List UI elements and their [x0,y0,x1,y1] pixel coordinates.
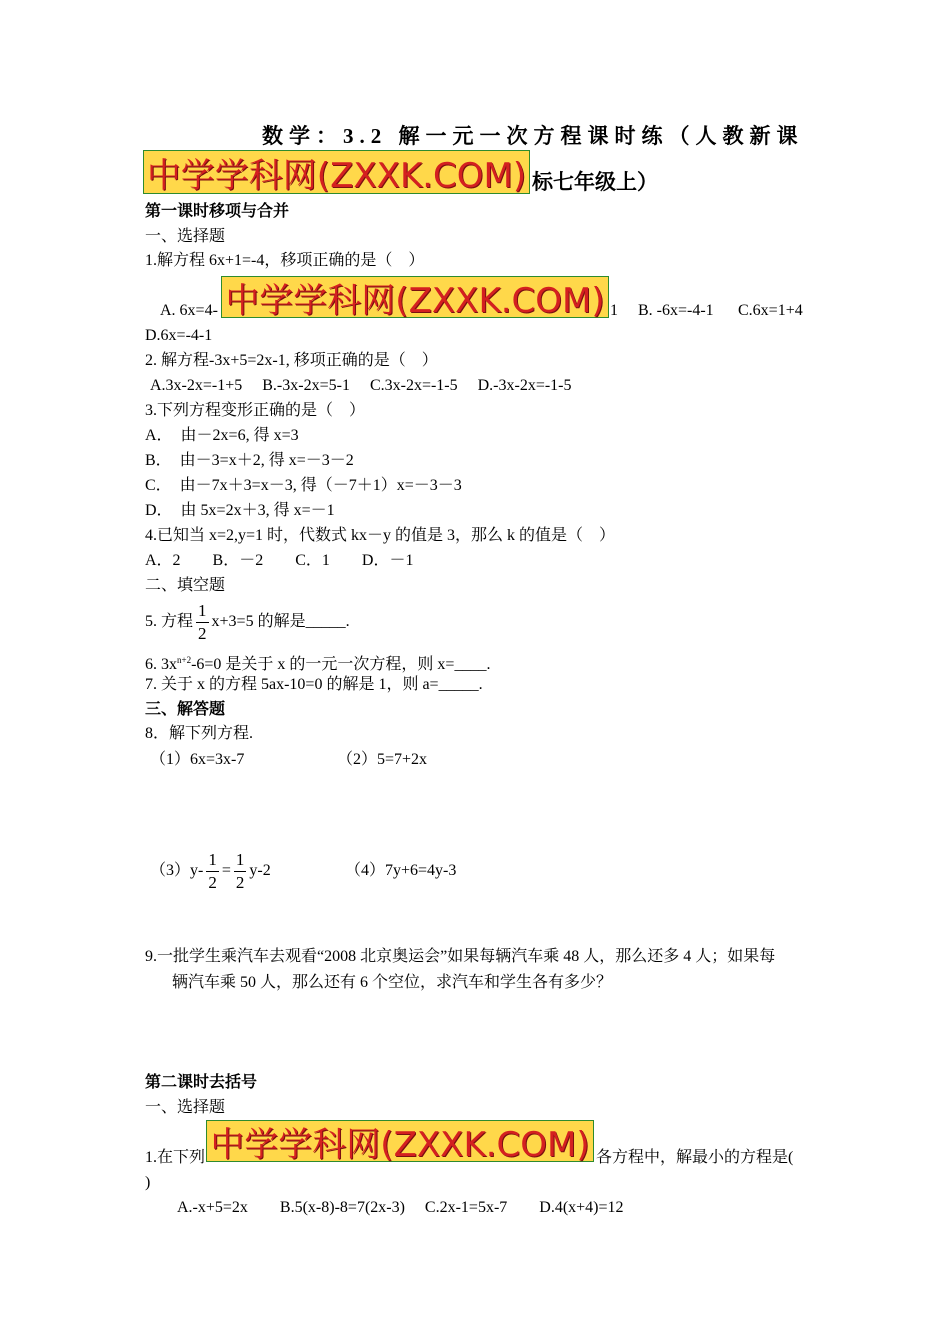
lesson1-q8-part4: （4）7y+6=4y-3 [345,862,457,879]
fraction-one-half [196,600,209,645]
lesson1-q4-options: A．2 B．－2 C．1 D．－1 [145,552,414,569]
title-line-1: 数学：3.2 解一元一次方程课时练（人教新课 [262,124,804,148]
lesson2-heading: 第二课时去括号 [145,1074,258,1091]
lesson1-q2: 2. 解方程-3x+5=2x-1, 移项正确的是（ ） [145,352,438,369]
q6-suffix: -6=0 是关于 x 的一元一次方程，则 x=____. [191,656,491,673]
lesson1-q7: 7. 关于 x 的方程 5ax-10=0 的解是 1，则 a=_____. [145,676,483,693]
lesson1-q8-part2: （2）5=7+2x [337,751,428,768]
lesson1-q9-line2: 辆汽车乘 50 人，那么还有 6 个空位，求汽车和学生各有多少？ [172,974,613,991]
watermark-logo: 中学学科网(ZXXK.COM) [143,150,530,194]
title-line-2: 标七年级上） [532,170,658,194]
fraction-numerator: 1 [234,849,247,872]
fraction-numerator: 1 [196,600,209,623]
lesson1-q8-part3 [150,848,271,894]
lesson1-section-solve: 三、解答题 [145,701,226,718]
lesson1-q3-option-b: B． 由－3=x＋2, 得 x=－3－2 [145,452,354,469]
lesson2-q1-start: 1.在下列 [145,1149,206,1166]
q8-3-suffix: y-2 [249,862,271,879]
lesson2-section-choice: 一、选择题 [145,1099,226,1116]
lesson1-q2-options: A.3x-2x=-1+5 B.-3x-2x=5-1 C.3x-2x=-1-5 D.-3x-2x=-1-5 [150,377,572,394]
fraction-numerator: 1 [206,849,219,872]
fraction-one-half [234,849,247,894]
fraction-denominator: 2 [208,872,217,892]
lesson1-q3: 3.下列方程变形正确的是（ ） [145,402,366,419]
lesson1-section-fill: 二、填空题 [145,577,226,594]
lesson1-q1-option-c: C.6x=1+4 [738,302,803,319]
lesson1-section-choice: 一、选择题 [145,228,226,245]
lesson1-q4: 4.已知当 x=2,y=1 时，代数式 kx－y 的值是 3，那么 k 的值是（ ） [145,527,616,544]
lesson1-q3-option-a: A． 由－2x=6, 得 x=3 [145,427,299,444]
lesson1-q1-option-b: B. -6x=-4-1 [638,302,714,319]
lesson1-q3-option-d: D． 由 5x=2x＋3, 得 x=－1 [145,502,335,519]
lesson2-q1-paren: ) [145,1174,151,1191]
q8-3-prefix: （3）y- [150,862,204,879]
lesson2-q1-options: A.-x+5=2x B.5(x-8)-8=7(2x-3) C.2x-1=5x-7 D.4(x+4)=12 [177,1199,624,1216]
lesson1-q9-line1: 9.一批学生乘汽车去观看“2008 北京奥运会”如果每辆汽车乘 48 人，那么还多 4 人；如果每 [145,948,776,965]
q5-prefix: 5. 方程 [145,613,194,630]
lesson1-q1-option-a-end: 1 [610,302,618,319]
lesson1-heading: 第一课时移项与合并 [145,203,290,220]
q6-exponent: n+2 [177,655,192,665]
fraction-denominator: 2 [198,623,207,643]
q6-prefix: 6. 3x [145,656,177,673]
lesson1-q3-option-c: C． 由－7x＋3=x－3, 得（－7＋1）x=－3－3 [145,477,462,494]
lesson1-q1: 1.解方程 6x+1=-4，移项正确的是（ ） [145,252,425,269]
watermark-logo: 中学学科网(ZXXK.COM) [206,1120,594,1162]
lesson1-q8: 8．解下列方程. [145,725,254,742]
lesson1-q1-option-a-start: A. 6x=4- [160,302,218,319]
fraction-denominator: 2 [235,872,245,892]
lesson1-q6 [145,650,490,675]
equals-sign: = [221,862,231,879]
q5-suffix: x+3=5 的解是_____. [211,613,350,630]
lesson1-q8-part1: （1）6x=3x-7 [150,751,245,768]
lesson1-q1-option-d: D.6x=-4-1 [145,327,213,344]
lesson1-q5 [145,599,350,645]
fraction-one-half [206,849,219,894]
lesson2-q1-end: 各方程中，解最小的方程是( [596,1149,794,1166]
watermark-logo: 中学学科网(ZXXK.COM) [221,276,609,318]
